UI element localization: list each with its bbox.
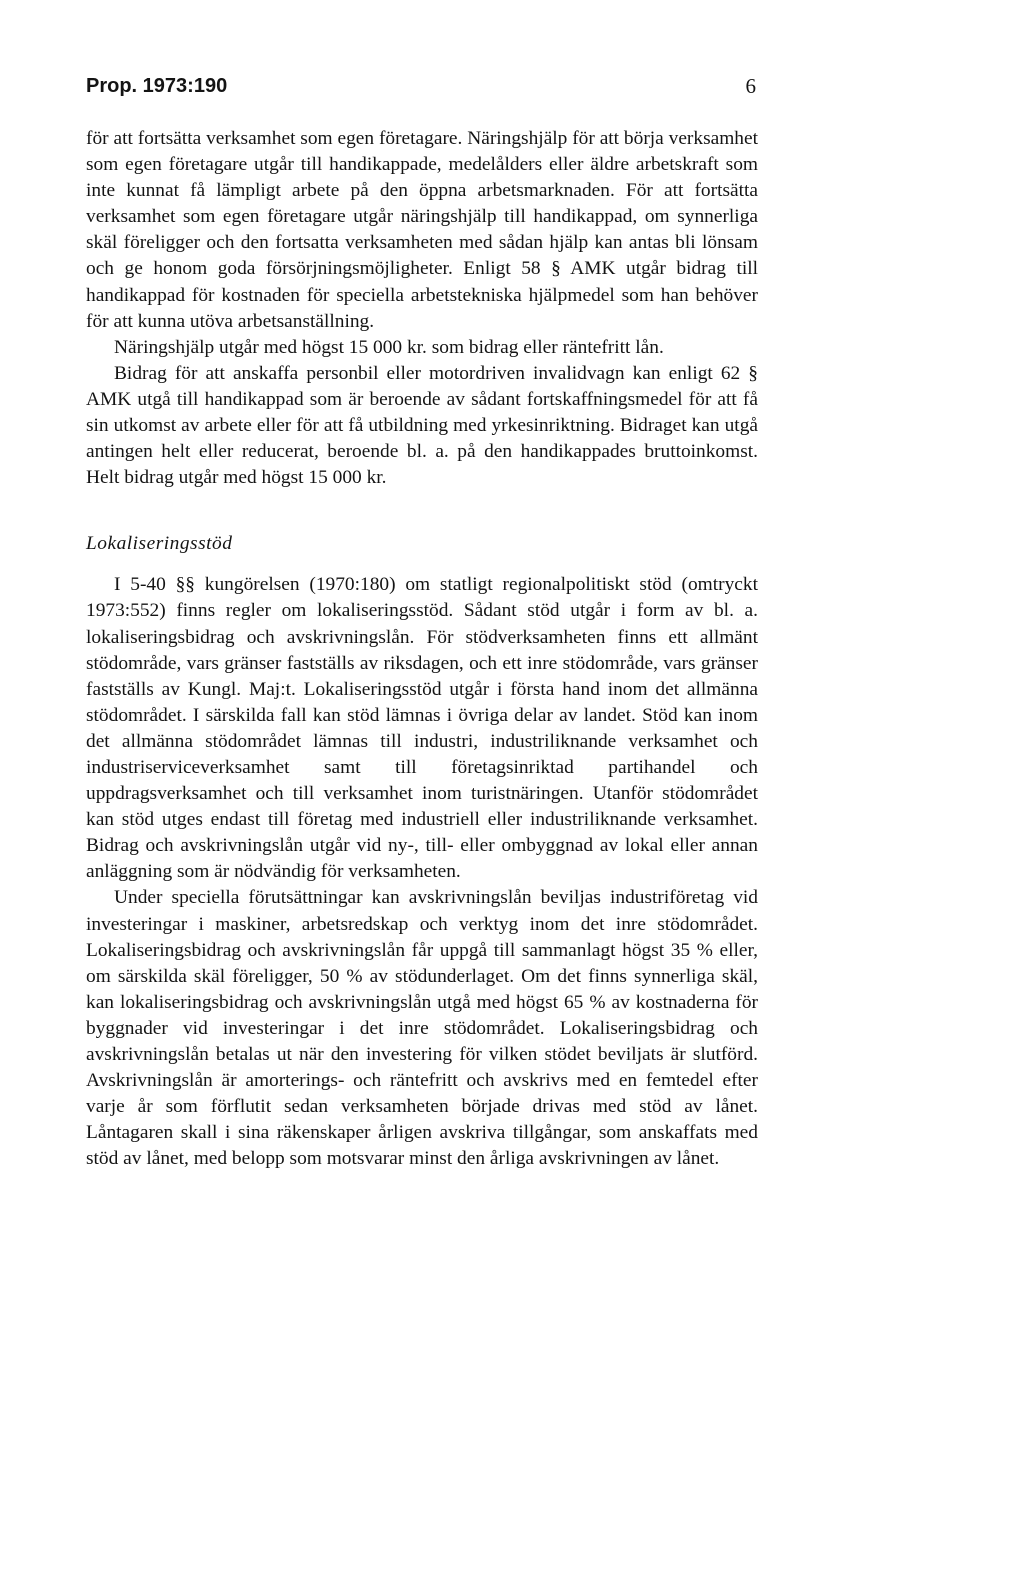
section-heading: Lokaliseringsstöd [86, 533, 233, 555]
paragraph: Näringshjälp utgår med högst 15 000 kr. som bidrag eller räntefritt lån. [114, 336, 664, 358]
paragraph: Bidrag för att anskaffa personbil eller motordriven invalidvagn kan enligt 62 § AMK utgå till handikappad som är beroende av sådant fortskaffningsmedel för att få sin utkomst av arbete eller för att få utbildning med yrkesinriktning. Bidraget kan utgå antingen helt eller reducerat, beroende bl. a. på den handikappades bruttoinkomst. Helt bidrag utgår med högst 15 000 kr. [86, 362, 758, 489]
body-text [86, 126, 758, 1172]
document-page [86, 74, 758, 1172]
page-header [86, 74, 758, 104]
page-number: 6 [745, 74, 756, 98]
paragraph-continued: för att fortsätta verksamhet som egen företagare. Näringshjälp för att börja verksamhet som egen företagare utgår till handikappade, medelålders eller äldre arbetskraft som inte kunnat få lämpligt arbete på den öppna arbetsmarknaden. För att fortsätta verksamhet som egen företagare utgår näringshjälp till handikappad, om synnerliga skäl föreligger och den fortsatta verksamheten med sådan hjälp kan antas bli lönsam och ge honom goda försörjningsmöjligheter. Enligt 58 § AMK utgår bidrag till handikappad för kostnaden för speciella arbetstekniska hjälpmedel som han behöver för att kunna utöva arbetsanställning. [86, 128, 758, 332]
paragraph: I 5-40 §§ kungörelsen (1970:180) om statligt regionalpolitiskt stöd (omtryckt 1973:552) finns regler om lokaliseringsstöd. Sådant stöd utgår i form av bl. a. lokaliseringsbidrag och avskrivningslån. För stödverksamheten finns ett allmänt stödområde, vars gränser fastställs av riksdagen, och ett inre stödområde, vars gränser fastställs av Kungl. Maj:t. Lokaliseringsstöd utgår i första hand inom det allmänna stödområdet. I särskilda fall kan stöd lämnas i övriga delar av landet. Stöd kan inom det allmänna stödområdet lämnas till industri, industriliknande verksamhet och industriserviceverksamhet samt till företagsinriktad partihandel och uppdragsverksamhet och till verksamhet inom turistnäringen. Utanför stödområdet kan stöd utges endast till företag med industriell eller industriliknande verksamhet. Bidrag och avskrivningslån utgår vid ny-, till- eller ombyggnad av lokal eller annan anläggning som är nödvändig för verksamheten. [86, 574, 758, 883]
paragraph: Under speciella förutsättningar kan avskrivningslån beviljas industriföretag vid investeringar i maskiner, arbetsredskap och verktyg inom det inre stödområdet. Lokaliseringsbidrag och avskrivningslån får uppgå till sammanlagt högst 35 % eller, om särskilda skäl föreligger, 50 % av stödunderlaget. Om det finns synnerliga skäl, kan lokaliseringsbidrag och avskrivningslån utgå med högst 65 % av kostnaderna för byggnader vid investeringar i det inre stödområdet. Lokaliseringsbidrag och avskrivningslån betalas ut när den investering för vilken stödet beviljats är slutförd. Avskrivningslån är amorterings- och räntefritt och avskrivs med en femtedel efter varje år som förflutit sedan verksamheten började drivas med stöd av lånet. Låntagaren skall i sina räkenskaper årligen avskriva tillgångar, som anskaffats med stöd av lånet, med belopp som motsvarar minst den årliga avskrivningen av lånet. [86, 887, 758, 1170]
document-reference: Prop. 1973:190 [86, 75, 228, 97]
